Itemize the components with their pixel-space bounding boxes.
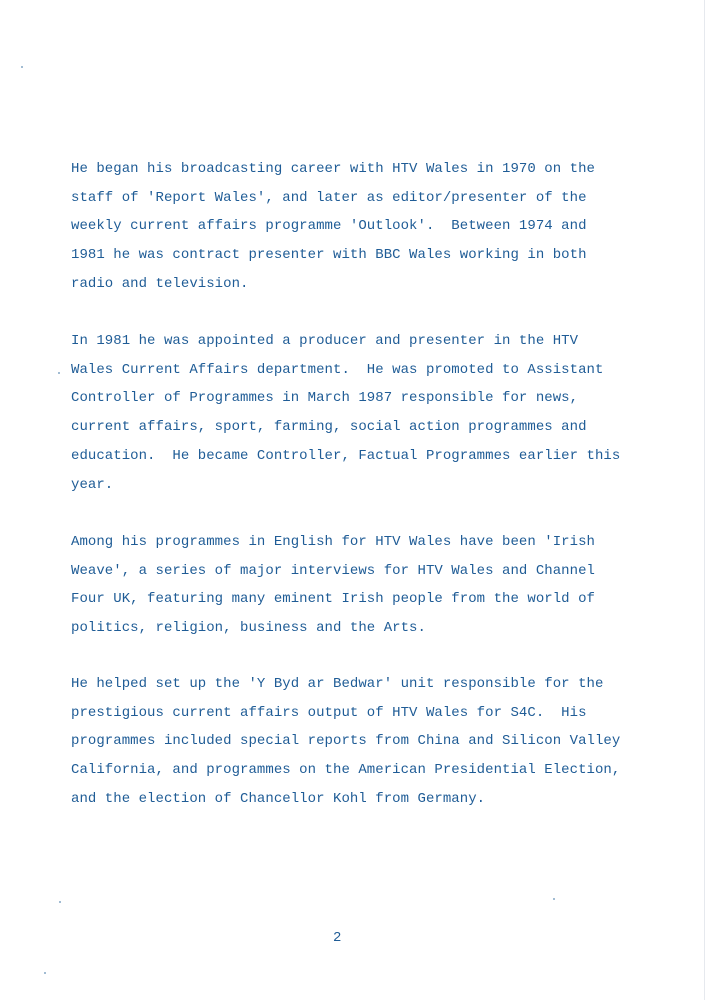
text-line: He began his broadcasting career with HTV Wales in 1970 on the (71, 161, 595, 177)
text-line: Weave', a series of major interviews for HTV Wales and Channel (71, 562, 595, 579)
text-line: education. He became Controller, Factual Programmes earlier this (71, 447, 621, 464)
text-line: Among his programmes in English for HTV Wales have been 'Irish (71, 534, 595, 550)
text-line: Wales Current Affairs department. He was promoted to Assistant (71, 361, 604, 378)
text-line: prestigious current affairs output of HTV Wales for S4C. His (71, 704, 587, 721)
page-number: 2 (333, 930, 342, 946)
text-line: staff of 'Report Wales', and later as editor/presenter of the (71, 189, 587, 206)
text-line: radio and television. (71, 275, 249, 292)
text-line: year. (71, 476, 114, 493)
text-line: weekly current affairs programme 'Outlook'. Between 1974 and (71, 218, 587, 235)
text-line: He helped set up the 'Y Byd ar Bedwar' unit responsible for the (71, 676, 604, 692)
text-line: politics, religion, business and the Arts. (71, 620, 426, 637)
text-line: In 1981 he was appointed a producer and presenter in the HTV (71, 333, 579, 349)
paragraph-htv-appointment (71, 327, 620, 499)
paragraph-byd-ar-bedwar (71, 670, 620, 814)
scan-speck (59, 901, 61, 903)
text-line: and the election of Chancellor Kohl from Germany. (71, 790, 486, 807)
text-line: California, and programmes on the American Presidential Election, (71, 762, 621, 779)
text-line: Controller of Programmes in March 1987 responsible for news, (71, 390, 579, 407)
scan-speck (44, 972, 46, 974)
text-line: 1981 he was contract presenter with BBC Wales working in both (71, 247, 587, 264)
paragraph-english-programmes (71, 528, 595, 643)
scan-speck (553, 898, 555, 900)
scan-speck (58, 372, 60, 374)
text-line: programmes included special reports from China and Silicon Valley (71, 733, 621, 750)
text-line: Four UK, featuring many eminent Irish people from the world of (71, 591, 595, 608)
paragraph-broadcasting-career (71, 155, 595, 299)
scan-speck (21, 66, 23, 68)
text-line: current affairs, sport, farming, social action programmes and (71, 419, 587, 436)
